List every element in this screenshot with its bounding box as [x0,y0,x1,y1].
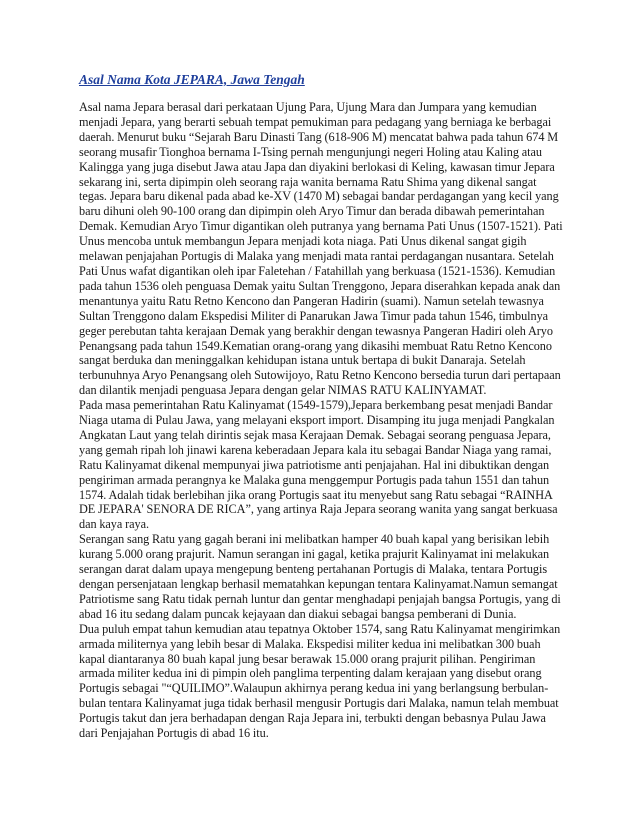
document-title-link[interactable]: Asal Nama Kota JEPARA, Jawa Tengah [79,72,305,87]
paragraph-second-expedition: Dua puluh empat tahun kemudian atau tepatnya Oktober 1574, sang Ratu Kalinyamat mengirimkan armada militernya yang lebih besar di Malaka. Ekspedisi militer kedua ini melibatkan 300 buah kapal diantaranya 80 buah kapal jung besar berawak 15.000 orang prajurit pilihan. Pengiriman armada militer kedua ini di pimpin oleh panglima terpenting dalam kerajaan yang disebut orang Portugis sebagai "“QUILIMO”.Walaupun akhirnya perang kedua ini yang berlangsung berbulan-bulan tentara Kalinyamat juga tidak berhasil mengusir Portugis dari Malaka, namun telah membuat Portugis takut dan jera berhadapan dengan Raja Jepara ini, terbukti dengan bebasnya Pulau Jawa dari Penjajahan Portugis di abad 16 itu. [79,621,561,741]
document-body [79,72,567,741]
paragraph-origin-history: Asal nama Jepara berasal dari perkataan Ujung Para, Ujung Mara dan Jumpara yang kemudian menjadi Jepara, yang berarti sebuah tempat pemukiman para pedagang yang berniaga ke berbagai daerah. Menurut buku “Sejarah Baru Dinasti Tang (618-906 M) mencatat bahwa pada tahun 674 M seorang musafir Tionghoa bernama I-Tsing pernah mengunjungi negeri Holing atau Kaling atau Kalingga yang juga disebut Jawa atau Japa dan diyakini berlokasi di Keling, kawasan timur Jepara sekarang ini, serta dipimpin oleh seorang raja wanita bernama Ratu Shima yang dikenal sangat tegas. Jepara baru dikenal pada abad ke-XV (1470 M) sebagai bandar perdagangan yang kecil yang baru dihuni oleh 90-100 orang dan dipimpin oleh Aryo Timur dan berada dibawah pemerintahan Demak. Kemudian Aryo Timur digantikan oleh putranya yang bernama Pati Unus (1507-1521). Pati Unus mencoba untuk membangun Jepara menjadi kota niaga. Pati Unus dikenal sangat gigih melawan penjajahan Portugis di Malaka yang menjadi mata rantai perdagangan nusantara. Setelah Pati Unus wafat digantikan oleh ipar Faletehan / Fatahillah yang berkuasa (1521-1536). Kemudian pada tahun 1536 oleh penguasa Demak yaitu Sultan Trenggono, Jepara diserahkan kepada anak dan menantunya yaitu Ratu Retno Kencono dan Pangeran Hadirin (suami). Namun setelah tewasnya Sultan Trenggono dalam Ekspedisi Militer di Panarukan Jawa Timur pada tahun 1546, timbulnya geger perebutan tahta kerajaan Demak yang berakhir dengan tewasnya Pangeran Hadiri oleh Aryo Penangsang pada tahun 1549.Kematian orang-orang yang dikasihi membuat Ratu Retno Kencono sangat berduka dan meninggalkan kehidupan istana untuk bertapa di bukit Danaraja. Setelah terbunuhnya Aryo Penangsang oleh Sutowijoyo, Ratu Retno Kencono bersedia turun dari pertapaan dan dilantik menjadi penguasa Jepara dengan gelar NIMAS RATU KALINYAMAT. [79,100,563,398]
paragraph-kalinyamat-era: Pada masa pemerintahan Ratu Kalinyamat (1549-1579),Jepara berkembang pesat menjadi Bandar Niaga utama di Pulau Jawa, yang melayani eksport import. Disamping itu juga menjadi Pangkalan Angkatan Laut yang telah dirintis sejak masa Kerajaan Demak. Sebagai seorang penguasa Jepara, yang gemah ripah loh jinawi karena keberadaan Jepara kala itu sebagai Bandar Niaga yang ramai, Ratu Kalinyamat dikenal mempunyai jiwa patriotisme anti penjajahan. Hal ini dibuktikan dengan pengiriman armada perangnya ke Malaka guna menggempur Portugis pada tahun 1551 dan tahun 1574. Adalah tidak berlebihan jika orang Portugis saat itu menyebut sang Ratu sebagai “RAINHA DE JEPARA' SENORA DE RICA”, yang artinya Raja Jepara seorang wanita yang sangat berkuasa dan kaya raya. [79,398,558,532]
paragraph-first-attack: Serangan sang Ratu yang gagah berani ini melibatkan hamper 40 buah kapal yang berisikan lebih kurang 5.000 orang prajurit. Namun serangan ini gagal, ketika prajurit Kalinyamat ini melakukan serangan darat dalam upaya mengepung benteng pertahanan Portugis di Malaka, tentara Portugis dengan persenjataan lengkap berhasil mematahkan kepungan tentara Kalinyamat.Namun semangat Patriotisme sang Ratu tidak pernah luntur dan gentar menghadapi penjajah bangsa Portugis, yang di abad 16 itu sedang dalam puncak kejayaan dan diakui sebagai bangsa pemberani di Dunia. [79,532,561,621]
